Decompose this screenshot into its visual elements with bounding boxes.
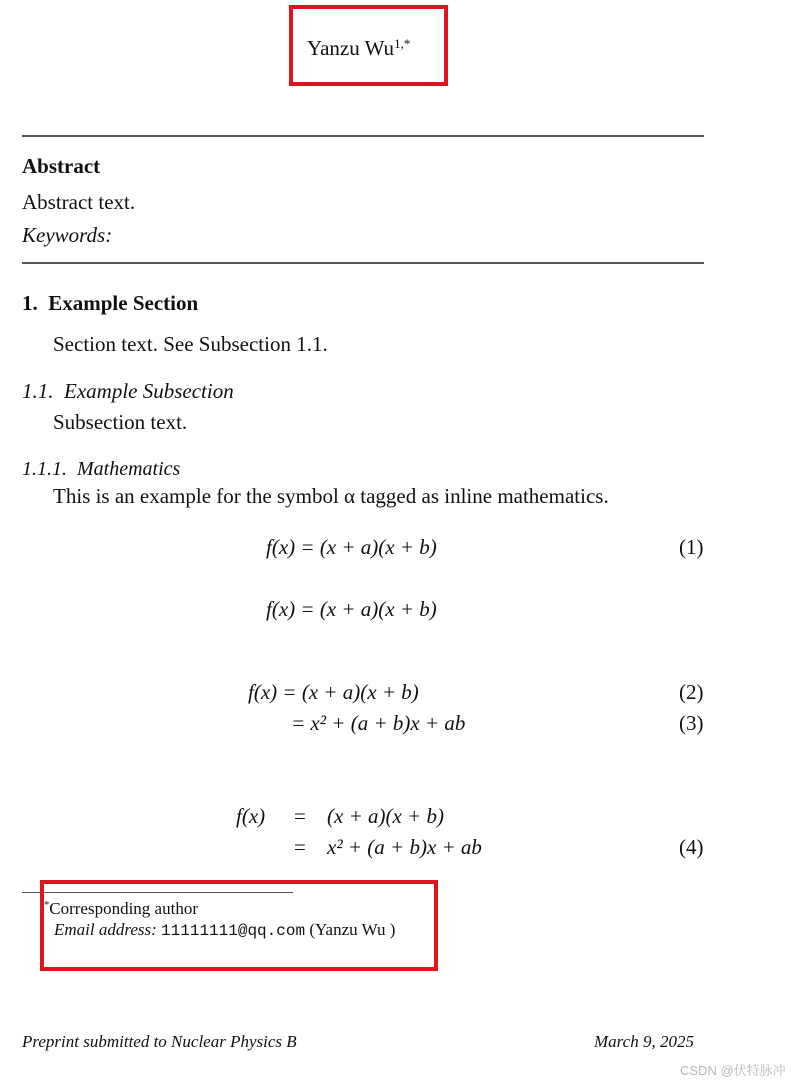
keywords-label: Keywords: [22,223,113,247]
equation-4-line2-rhs: x² + (a + b)x + ab [327,835,482,859]
equation-1: f(x) = (x + a)(x + b) [266,535,437,559]
equation-2-number: (2) [679,680,704,704]
abstract-top-rule [22,135,704,137]
subsection-number: 1.1. [22,379,54,403]
equation-4-lhs: f(x) [236,804,266,828]
subsection-text: Subsection text. [53,410,188,434]
footer-journal: Preprint submitted to Nuclear Physics B [22,1032,297,1051]
equation-4-line1-equals: = [294,804,306,828]
email-label: Email address: [54,920,157,939]
equation-unnumbered: f(x) = (x + a)(x + b) [266,597,437,621]
author-name: Yanzu Wu [307,36,395,60]
abstract-text: Abstract text. [22,190,136,214]
equation-1-number: (1) [679,535,704,559]
footnote-corresponding [44,899,198,919]
subsection-heading [22,379,234,403]
footnote-mark: * [44,900,50,912]
subsubsection-heading [22,457,180,481]
equation-3-number: (3) [679,711,704,735]
section-text: Section text. See Subsection 1.1. [53,332,328,356]
author-affiliation-marks: 1,* [394,35,411,51]
email-address: 11111111@qq.com [161,922,306,940]
footnote-text: Corresponding author [49,899,198,918]
author-line [307,36,410,60]
equation-4-line2-equals: = [294,835,306,859]
equation-3: = x² + (a + b)x + ab [291,711,466,735]
equation-4-line1-rhs: (x + a)(x + b) [327,804,444,828]
footnote-email-line [54,920,395,941]
abstract-bottom-rule [22,262,704,264]
subsubsection-text: This is an example for the symbol α tagged as inline mathematics. [53,484,609,508]
watermark: CSDN @伏特脉冲 [680,1063,786,1078]
footer-date: March 9, 2025 [594,1032,694,1051]
section-heading [22,291,198,315]
subsubsection-title: Mathematics [77,458,181,480]
equation-4-number: (4) [679,835,704,859]
section-number: 1. [22,291,38,315]
abstract-heading: Abstract [22,154,101,178]
equation-2: f(x) = (x + a)(x + b) [248,680,419,704]
section-title: Example Section [48,291,199,315]
email-author-name: (Yanzu Wu ) [309,920,396,939]
subsection-title: Example Subsection [64,379,234,403]
subsubsection-number: 1.1.1. [22,458,67,480]
